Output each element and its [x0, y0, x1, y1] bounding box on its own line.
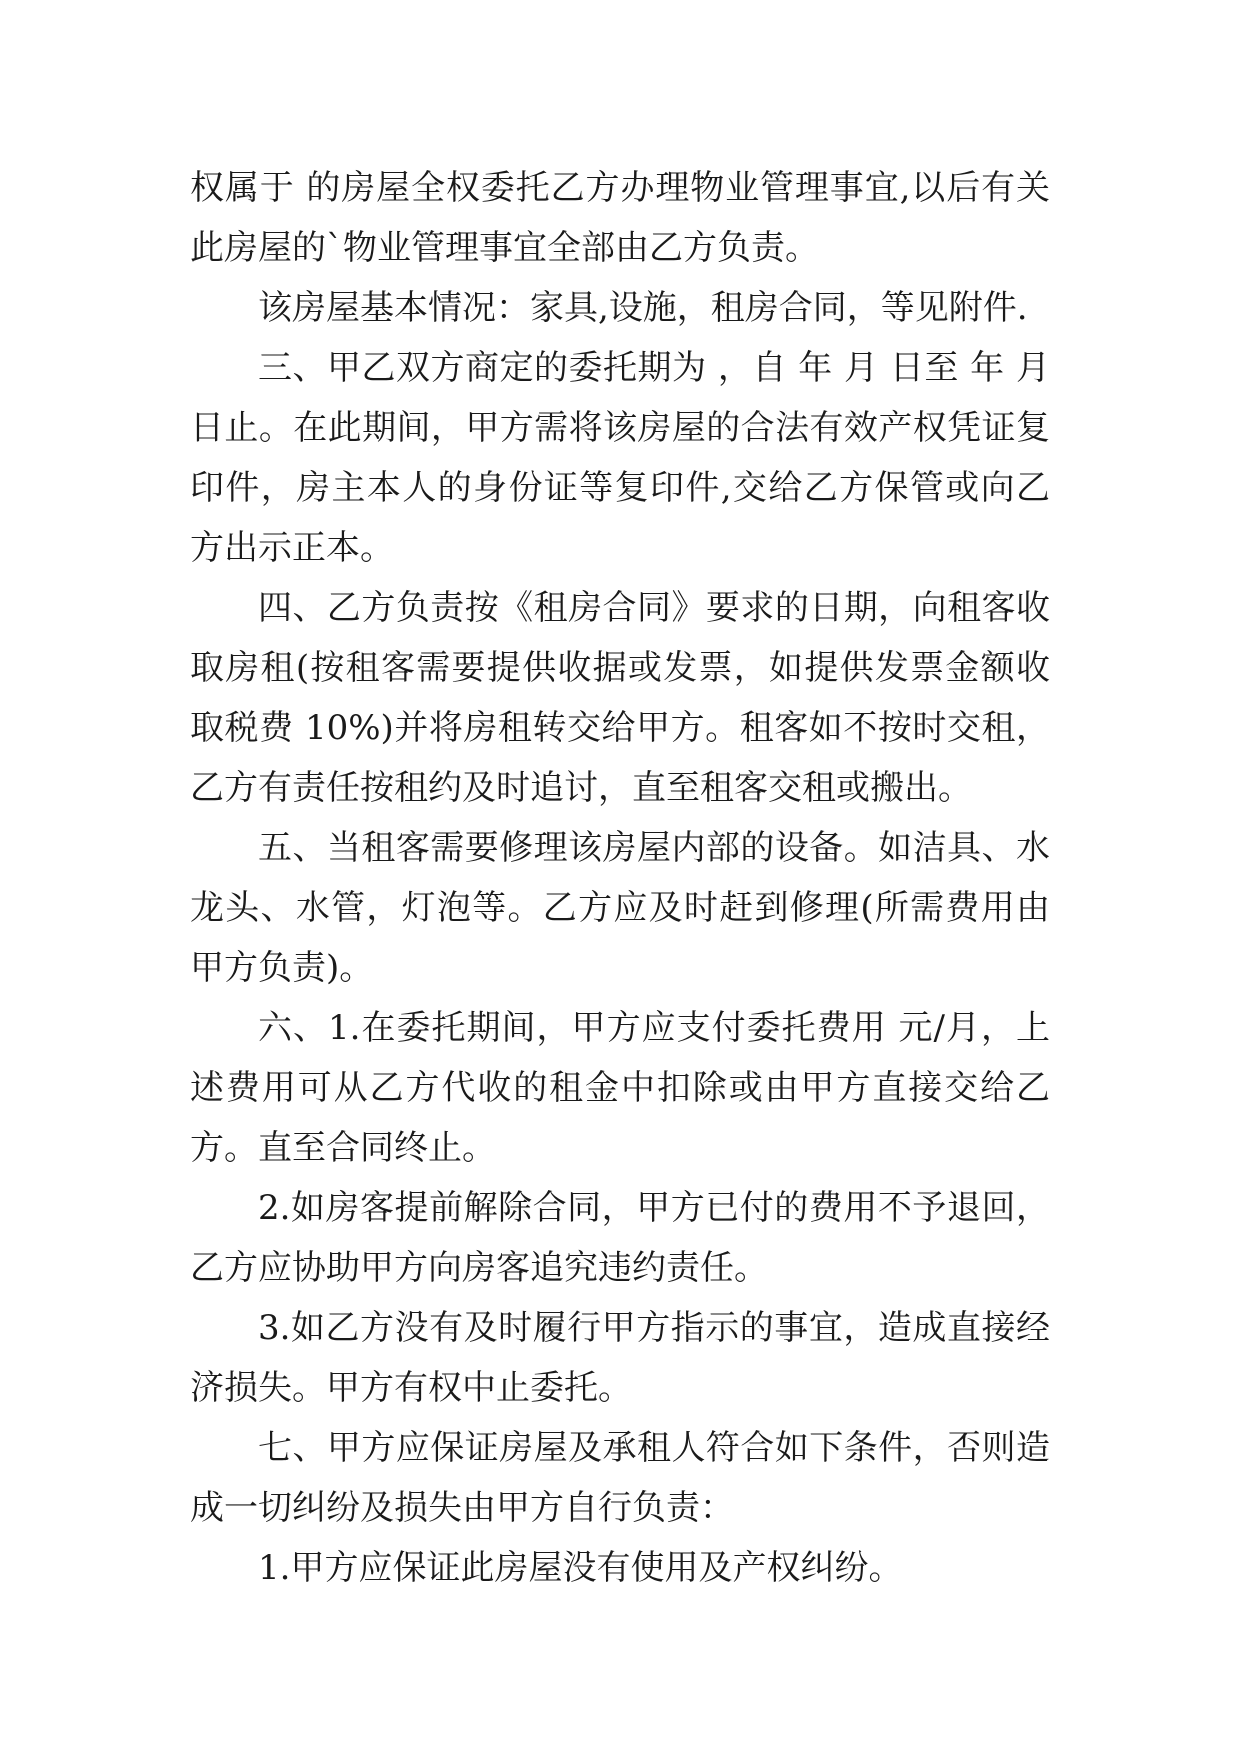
paragraph-clause-3-term: 三、甲乙双方商定的委托期为 ，自 年 月 日至 年 月日止。在此期间，甲方需将该房屋的合法有效产权凭证复印件，房主本人的身份证等复印件,交给乙方保管或向乙方出示正本。 [190, 348, 1050, 568]
paragraph-clause-4-rent-collection: 四、乙方负责按《租房合同》要求的日期，向租客收取房租(按租客需要提供收据或发票，如提供发票金额收取税费 10%)并将房租转交给甲方。租客如不按时交租，乙方有责任按租约及时追讨，直至租客交租或搬出。 [190, 588, 1050, 808]
paragraph-clause-5-repairs: 五、当租客需要修理该房屋内部的设备。如洁具、水龙头、水管，灯泡等。乙方应及时赶到修理(所需费用由甲方负责)。 [190, 828, 1050, 988]
document-body [190, 158, 1050, 1598]
paragraph-clause-7-1-no-dispute: 1.甲方应保证此房屋没有使用及产权纠纷。 [258, 1548, 903, 1588]
paragraph-property-entrustment: 权属于 的房屋全权委托乙方办理物业管理事宜,以后有关此房屋的`物业管理事宜全部由乙方负责。 [190, 168, 1050, 268]
paragraph-house-basic-info: 该房屋基本情况：家具,设施，租房合同，等见附件. [258, 288, 1028, 328]
paragraph-clause-6-2-termination: 2.如房客提前解除合同，甲方已付的费用不予退回，乙方应协助甲方向房客追究违约责任。 [190, 1188, 1050, 1288]
paragraph-clause-7-conditions: 七、甲方应保证房屋及承租人符合如下条件，否则造成一切纠纷及损失由甲方自行负责： [190, 1428, 1050, 1528]
paragraph-clause-6-3-loss: 3.如乙方没有及时履行甲方指示的事宜，造成直接经济损失。甲方有权中止委托。 [190, 1308, 1050, 1408]
paragraph-clause-6-1-fee: 六、1.在委托期间，甲方应支付委托费用 元/月，上述费用可从乙方代收的租金中扣除或由甲方直接交给乙方。直至合同终止。 [190, 1008, 1050, 1168]
